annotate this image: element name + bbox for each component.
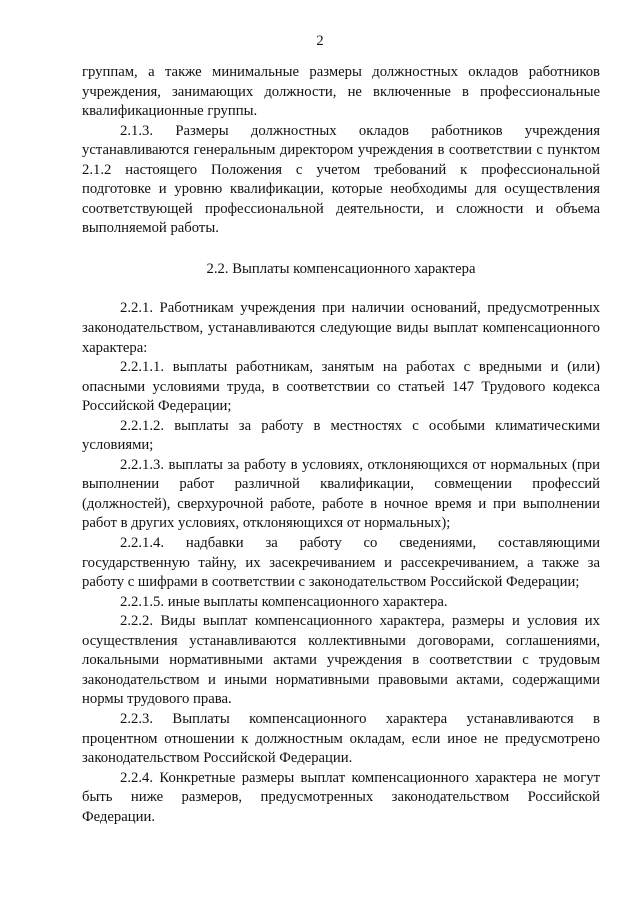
paragraph-2-2-1-3: 2.2.1.3. выплаты за работу в условиях, отклоняющихся от нормальных (при выполнении работ различной квалификации, совмещении профессий (должностей), сверхурочной работе, работе в ночное время и при выполнении работ в других условиях, отклоняющихся от нормальных); (82, 456, 600, 532)
paragraph-2-1-3: 2.1.3. Размеры должностных окладов работников учреждения устанавливаются генеральным директором учреждения в соответствии с пунктом 2.1.2 настоящего Положения с учетом требований к профессиональной подготовке и уровню квалификации, которые необходимы для осуществления соответствующей профессиональной деятельности, и сложности и объема выполняемой работы. (82, 122, 600, 237)
document-body (82, 63, 600, 827)
paragraph-2-2-1-2: 2.2.1.2. выплаты за работу в местностях с особыми климатическими условиями; (82, 417, 600, 454)
paragraph-2-2-4: 2.2.4. Конкретные размеры выплат компенсационного характера не могут быть ниже размеров, предусмотренных законодательством Российской Федерации. (82, 769, 600, 825)
paragraph-2-2-3: 2.2.3. Выплаты компенсационного характера устанавливаются в процентном отношении к должностным окладам, если иное не предусмотрено законодательством Российской Федерации. (82, 710, 600, 767)
paragraph-2-2-1-1: 2.2.1.1. выплаты работникам, занятым на работах с вредными и (или) опасными условиями труда, в соответствии со статьей 147 Трудового кодекса Российской Федерации; (82, 359, 600, 415)
paragraph-continuation: группам, а также минимальные размеры должностных окладов работников учреждения, занимающих должности, не включенные в профессиональные квалификационные группы. (82, 64, 600, 120)
paragraph-2-2-1: 2.2.1. Работникам учреждения при наличии оснований, предусмотренных законодательством, устанавливаются следующие виды выплат компенсационного характера: (82, 300, 600, 356)
page-number: 2 (316, 33, 324, 49)
paragraph-2-2-1-4: 2.2.1.4. надбавки за работу со сведениями, составляющими государственную тайну, их засекречиванием и рассекречиванием, а также за работу с шифрами в соответствии с законодательством Российской Федерации; (82, 535, 600, 591)
paragraph-2-2-1-5: 2.2.1.5. иные выплаты компенсационного характера. (120, 593, 448, 610)
section-heading: 2.2. Выплаты компенсационного характера (206, 260, 476, 277)
paragraph-2-2-2: 2.2.2. Виды выплат компенсационного характера, размеры и условия их осуществления устанавливаются коллективными договорами, соглашениями, локальными нормативными актами учреждения в соответствии с трудовым законодательством и иными нормативными правовыми актами, содержащими нормы трудового права. (82, 613, 600, 708)
